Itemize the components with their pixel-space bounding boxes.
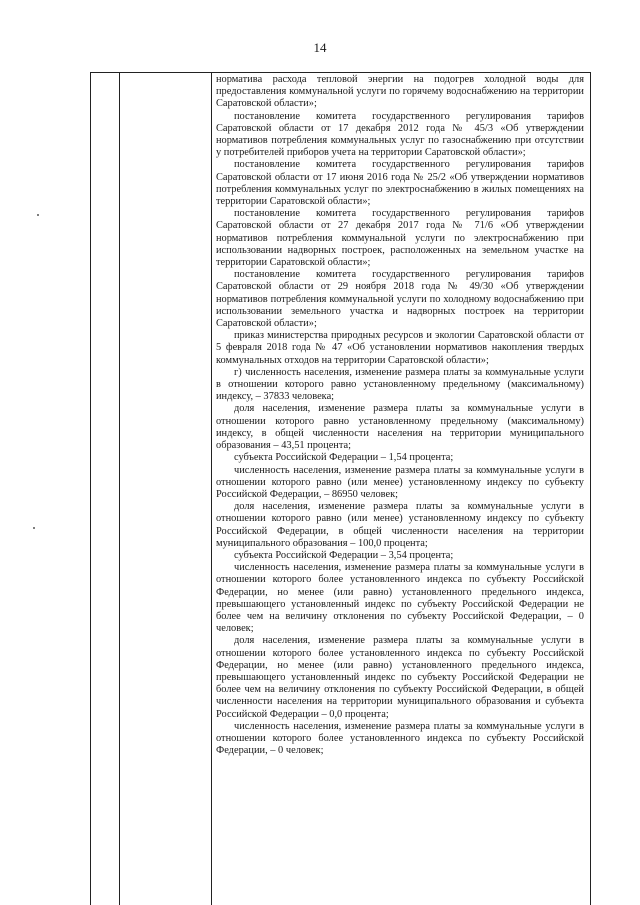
table-column-divider <box>211 73 212 905</box>
paragraph: приказ министерства природных ресурсов и экологии Саратовской области от 5 февраля 2018 года № 47 «Об установлении нормативов накопления твердых коммунальных отходов на территории Саратовской области»; <box>216 330 584 366</box>
scan-speck <box>37 214 39 216</box>
paragraph: субъекта Российской Федерации – 1,54 процента; <box>234 452 454 464</box>
table-text-cell <box>213 73 587 757</box>
paragraph: постановление комитета государственного регулирования тарифов Саратовской области от 17 декабря 2012 года № 45/3 «Об утверждении нормативов потребления коммунальных услуг по газоснабжению при отсутствии у потребителей приборов учета на территории Саратовской области»; <box>216 110 584 159</box>
paragraph: численность населения, изменение размера платы за коммунальные услуги в отношении которого равно (или менее) установленному индексу по субъекту Российской Федерации, – 86950 человек; <box>216 464 584 500</box>
scan-speck <box>33 527 35 529</box>
paragraph: постановление комитета государственного регулирования тарифов Саратовской области от 17 июня 2016 года № 25/2 «Об утверждении нормативов потребления коммунальных услуг по электроснабжению в жилых помещениях на территории Саратовской области»; <box>216 159 584 208</box>
page-number: 14 <box>313 40 327 55</box>
paragraph: субъекта Российской Федерации – 3,54 процента; <box>234 549 454 561</box>
paragraph: нормативa расхода тепловой энергии на подогрев холодной воды для предоставления коммунальной услуги по горячему водоснабжению на территории Саратовской области»; <box>216 74 584 110</box>
paragraph: постановление комитета государственного регулирования тарифов Саратовской области от 29 ноября 2018 года № 49/30 «Об утверждении нормативов потребления коммунальной услуги по холодному водоснабжению при использовании земельного участка и надворных построек на территории Саратовской области»; <box>216 269 584 330</box>
paragraph: постановление комитета государственного регулирования тарифов Саратовской области от 27 декабря 2017 года № 71/6 «Об утверждении нормативов потребления коммунальной услуги по электроснабжению при использовании надворных построек, расположенных на земельном участке на территории Саратовской области»; <box>216 208 584 269</box>
paragraph: численность населения, изменение размера платы за коммунальные услуги в отношении которого более установленного индекса по субъекту Российской Федерации, – 0 человек; <box>216 720 584 757</box>
table-column-divider <box>119 73 120 905</box>
paragraph: г) численность населения, изменение размера платы за коммунальные услуги в отношении которого равно установленному предельному (максимальному) индексу, – 37833 человека; <box>216 366 584 403</box>
paragraph: доля населения, изменение размера платы за коммунальные услуги в отношении которого равно (или менее) установленному индексу по субъекту Российской Федерации, в общей численности населения на территории муниципального образования – 100,0 процента; <box>216 501 584 549</box>
paragraph: численность населения, изменение размера платы за коммунальные услуги в отношении которого более установленного индекса по субъекту Российской Федерации, но менее (или равно) установленного предельного индекса, превышающего установленный индекс по субъекту Российской Федерации не более чем на величину отклонения по субъекту Российской Федерации, – 0 человек; <box>216 562 584 635</box>
paragraph: доля населения, изменение размера платы за коммунальные услуги в отношении которого равно установленному предельному (максимальному) индексу, в общей численности населения на территории муниципального образования – 43,51 процента; <box>216 403 584 452</box>
paragraph: доля населения, изменение размера платы за коммунальные услуги в отношении которого более установленного индекса по субъекту Российской Федерации, но менее (или равно) установленного предельного индекса, превышающего установленный индекс по субъекту Российской Федерации не более чем на величину отклонения по субъекту Российской Федерации, в общей численности населения на территории муниципального образования и субъекта Российской Федерации – 0,0 процента; <box>216 635 584 720</box>
document-table <box>90 72 591 905</box>
